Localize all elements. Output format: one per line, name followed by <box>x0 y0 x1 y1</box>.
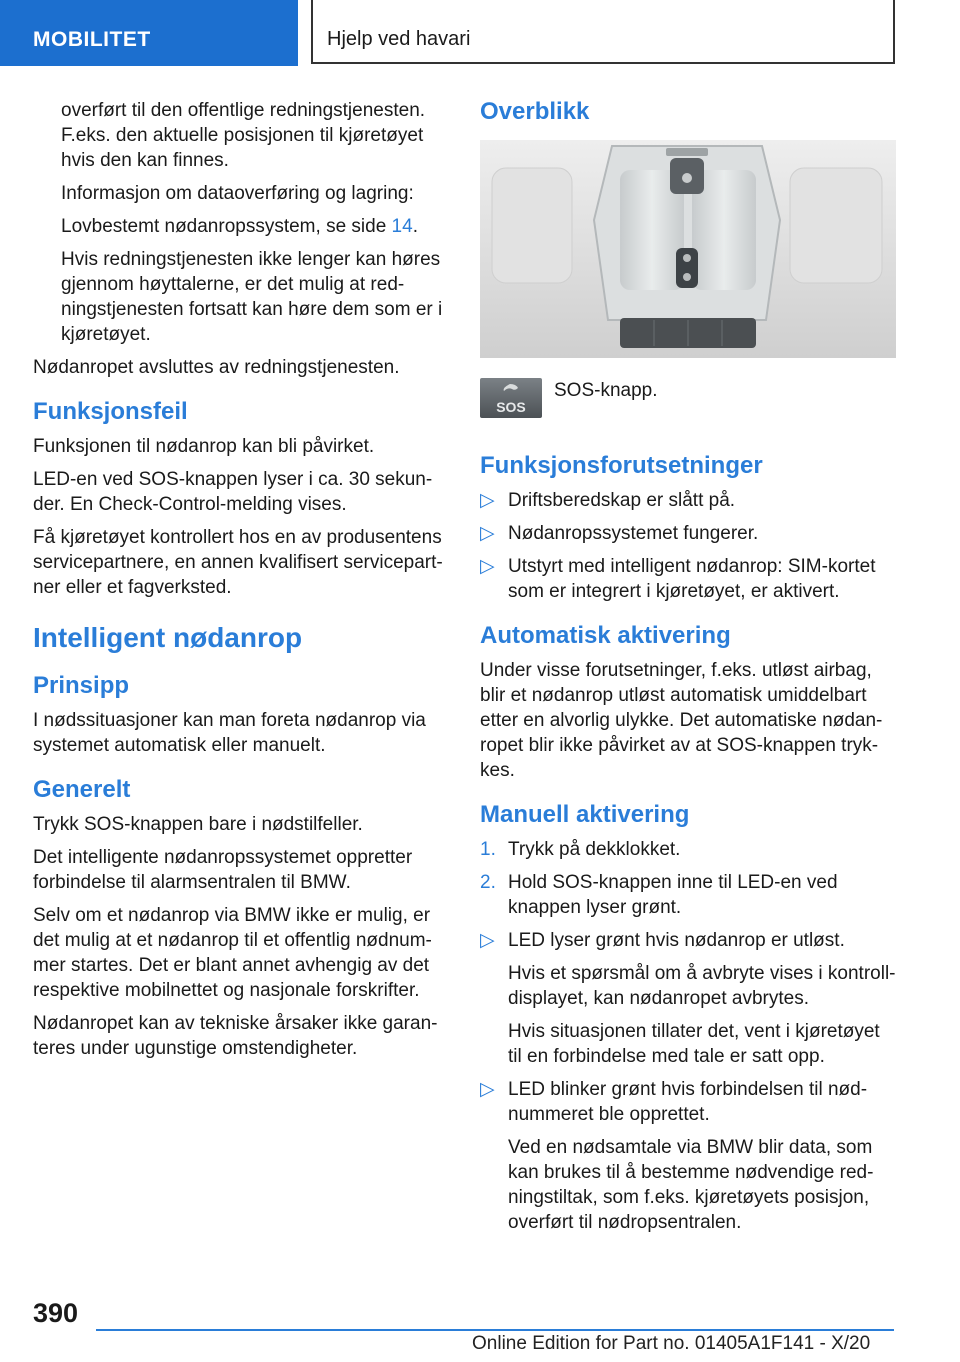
triangle-bullet-icon: ▷ <box>480 523 495 544</box>
step-number: 2. <box>480 872 496 893</box>
list-item-text: LED lyser grønt hvis nødanrop er utløst. <box>508 930 845 951</box>
list-item <box>480 521 896 546</box>
triangle-bullet-icon: ▷ <box>480 1079 495 1100</box>
list-item <box>480 554 896 604</box>
heading-intelligent-nodanrop: Intelligent nødanrop <box>33 622 303 653</box>
list-item-text: LED blinker grønt hvis forbindelsen til nødnummeret ble opprettet. <box>508 1079 868 1125</box>
left-column <box>33 98 448 1069</box>
paragraph: Nødanropet kan av tekniske årsaker ikke garanteres under ugunstige omstendigheter. <box>33 1013 438 1059</box>
triangle-bullet-icon: ▷ <box>480 490 495 511</box>
paragraph: overført til den offentlige redningstjenesten. F.eks. den aktuelle posisjonen til kjøretøyet hvis den kan finnes. <box>61 100 426 171</box>
text: Lovbestemt nødanropssystem, se side <box>61 216 392 237</box>
paragraph: Hvis situasjonen tillater det, vent i kjøretøyet til en forbindelse med tale er satt opp. <box>508 1021 880 1067</box>
step-number: 1. <box>480 839 496 860</box>
heading-funksjonsforutsetninger: Funksjonsforutsetninger <box>480 452 763 479</box>
paragraph: Trykk SOS-knappen bare i nødstilfeller. <box>33 814 363 835</box>
heading-overblikk: Overblikk <box>480 98 590 125</box>
list-item-text: Driftsberedskap er slått på. <box>508 490 736 511</box>
list-item <box>480 488 896 513</box>
paragraph: I nødssituasjoner kan man foreta nødanrop via systemet automatisk eller manuelt. <box>33 710 426 756</box>
paragraph: LED-en ved SOS-knappen lyser i ca. 30 sekunder. En Check-Control-melding vises. <box>33 469 433 515</box>
paragraph: Funksjonen til nødanrop kan bli påvirket. <box>33 436 375 457</box>
chapter-tab[interactable]: Hjelp ved havari <box>311 0 895 64</box>
heading-funksjonsfeil: Funksjonsfeil <box>33 398 188 425</box>
text: . <box>412 216 418 237</box>
triangle-bullet-icon: ▷ <box>480 930 495 951</box>
list-item <box>480 1077 896 1127</box>
paragraph: Få kjøretøyet kontrollert hos en av produsentens servicepartnere, en annen kvalifisert servicepartner eller et fagverksted. <box>33 527 443 598</box>
footer-divider <box>96 1329 894 1331</box>
paragraph: Nødanropet avsluttes av redningstjenesten. <box>33 357 400 378</box>
sos-button-graphic <box>480 378 542 418</box>
heading-automatisk-aktivering: Automatisk aktivering <box>480 622 731 649</box>
heading-generelt: Generelt <box>33 776 131 803</box>
list-item-text: Nødanropssystemet fungerer. <box>508 523 759 544</box>
page-number: 390 <box>33 1298 79 1328</box>
triangle-bullet-icon: ▷ <box>480 556 495 577</box>
page-header <box>0 0 960 66</box>
right-column <box>480 98 896 1243</box>
heading-prinsipp: Prinsipp <box>33 672 130 699</box>
step-text: Trykk på dekklokket. <box>508 839 681 860</box>
section-tab[interactable]: MOBILITET <box>0 0 298 66</box>
overhead-console-illustration <box>480 140 896 358</box>
sos-legend <box>480 378 896 430</box>
page-link[interactable]: 14 <box>391 216 413 237</box>
step-text: Hold SOS-knappen inne til LED-en ved knappen lyser grønt. <box>508 872 838 918</box>
paragraph: Hvis et spørsmål om å avbryte vises i kontrolldisplayet, kan nødanropet avbrytes. <box>508 963 896 1009</box>
paragraph-with-link <box>33 214 448 239</box>
footer-edition-text: Online Edition for Part no. 01405A1F141 - X/20 <box>472 1333 871 1354</box>
paragraph: Under visse forutsetninger, f.eks. utløst airbag, blir et nødanrop utløst automatisk umiddelbart etter en alvorlig ulykke. Det automatiske nødanropet blir ikke påvirket av at SOS-knappen trykkes. <box>480 660 883 781</box>
paragraph: Selv om et nødanrop via BMW ikke er mulig, er det mulig at et nødanrop til et offentlig nødnummer startes. Det er blant annet avhengig av det respektive mobilnettet og nasjonale forskrifter. <box>33 905 432 1001</box>
overhead-console-figure <box>480 140 896 358</box>
step-item <box>480 837 896 862</box>
paragraph: Det intelligente nødanropssystemet oppretter forbindelse til alarmsentralen til BMW. <box>33 847 413 893</box>
step-item <box>480 870 896 920</box>
list-item <box>480 928 896 953</box>
sos-icon-text: SOS <box>496 399 526 415</box>
list-item-text: Utstyrt med intelligent nødanrop: SIM-kortet som er integrert i kjøretøyet, er aktivert. <box>508 556 876 602</box>
sos-caption: SOS-knapp. <box>554 380 658 401</box>
paragraph: Ved en nødsamtale via BMW blir data, som kan brukes til å bestemme nødvendige redningstiltak, som f.eks. kjøretøyets posisjon, overført til nødropsentralen. <box>508 1137 874 1233</box>
sos-button-icon <box>480 378 542 418</box>
paragraph: Hvis redningstjenesten ikke lenger kan høres gjennom høyttalerne, er det mulig at redningstjenesten fortsatt kan høre dem som er i kjøretøyet. <box>61 249 443 345</box>
heading-manuell-aktivering: Manuell aktivering <box>480 801 690 828</box>
paragraph: Informasjon om dataoverføring og lagring: <box>61 183 414 204</box>
